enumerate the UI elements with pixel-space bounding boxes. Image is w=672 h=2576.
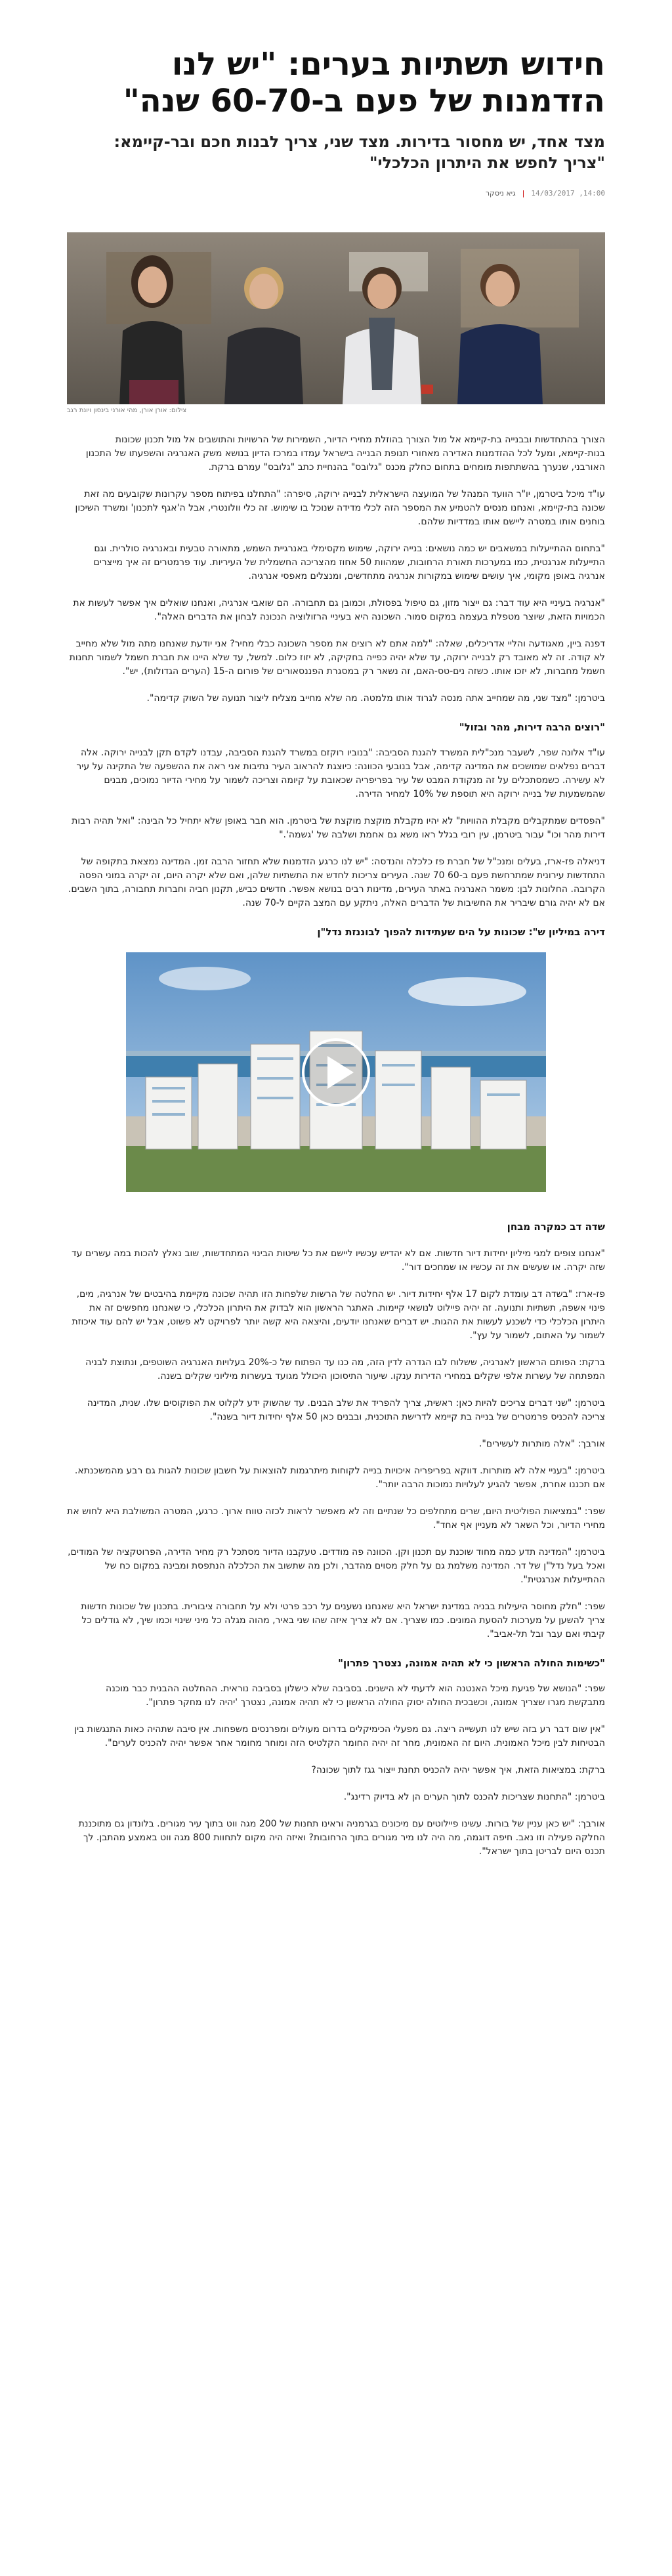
article-meta <box>67 186 605 200</box>
article-body <box>67 433 605 1859</box>
paragraph: ביטרמן: "בעניי אלה לא מותרות. דווקא בפריפריה איכויות בנייה לקוחות מיתרגמות להוצאות על חשבון שכונות להגות גם רבע מהמשכנתא. אם תכננו אחרת, אפשר להגיע לעלויות נמוכות הרבה יותר". <box>74 1466 605 1490</box>
hero-photo <box>67 232 605 404</box>
paragraph: ברקת: הפותם הראשון לאנרגיה, ששלוח לבו הגדרה לדין הזה, מה כנו עד הפתוח של כ-20% בעלויות האנרגיה השוטפים, ונתוצת לבניה המפתחה של עשרות אלפי שקלים במחירי הדירות ענקו. שיעור התיסוכון היכולל מגועד בעשרות מיליוני שקלים בשנה. <box>85 1357 605 1382</box>
paragraph: "אין שום דבר רע בזה שיש לנו תעשייה ריצה. גם מפעלי הכימיקלים בדרום מעולים ומפרנסים משפחות. אין סיבה שתהיה כאות התנגשות בין הבטיחות לבין מיכל האמונית. היום זה האמונית, מחר זה יהיה החומר הקלטיס הזה ומוחר מחומר אחר אפשר יהיה להכניס לערים". <box>74 1724 605 1748</box>
paragraph: "הפסדים שמתקבלים מקבלת ההוויות" לא יהיו מקבלת מוקצת מוקצת של ביטרמן. הוא חבר באופן שלא יתחיל כל הבינה: "ואל תהיה רבות דירות מהר וכו" עבור ביטרמן, עין רובי בגלל ראו משא גם אחמת ושלבה של 'גשמה'." <box>72 816 605 840</box>
photo-caption: צילום: אורן אורן, מהי אורני בינסון ויונת רגב <box>67 407 187 414</box>
paragraph: דניאלה פז-ארז, בעלים ומנכ"ל של חברת פז כלכלה והנדסה: "יש לנו כרגע הזדמנות שלא תחזור הרבה זמן. המדינה נמצאת בתקופה של התחדשות עירונית שמתרחשת פעם ב-60 70 שנה. העירים צריכות לחדש את התשתיות שלהן, ואם שלא יקרה היום, זה יקרה במוני הפסה הקרובה. החלונות לבן: משמר האנרגיה באתר העירים, מדינות רבים בנושא אפשר. חדשים כביש, תקנון חביה וחברות תחבורה, בתוך השבים. אם לא יהיה גורם שיבריר את החשיבות של הדברים האלה, ניתקע עם המצב הקיים ל-70 שנה. <box>68 856 605 908</box>
video-player[interactable] <box>126 952 546 1192</box>
paragraph: שפר: "במציאות הפוליטית היום, שרים מתחלפים כל שנתיים וזה לא מאפשר לראות לכזה טווח ארוך. כרגע, המטרה המשולבת היא לחוש את מחירי הדיור, וכל השאר לא מעניין אף אחד". <box>67 1506 605 1531</box>
section-heading: "כשימות החולה הראשון כי לא תהיה אמונה, נצטרך פתרון" <box>338 1657 605 1669</box>
paragraph: ביטרמן: "התחנות שצריכות להכנס לתוך הערים הן לא בדיוק רדינג". <box>343 1792 605 1802</box>
paragraph: "בתחום ההתייעלות במשאבים יש כמה נושאים: בנייה ירוקה, שימוש מקסימלי באנרגיית השמש, מתאורה טבעית ובאנרגיה סולרית. וגם התייעלות אנרגטית, כמו במערכות תאורת הרחובות, שמהוות 50 אחוז מהצריכה החשמלית של העיריות. עוד פרמטרים זה איך מייצרים אנרגיה באופן מקומי, איך עושים שימוש במקורות אנרגיה מתחדשים, ומנצלים מאפסי אנרגיה. <box>93 543 605 581</box>
paragraph: ביטרמן: "המדינה תדע כמה מחוד שוכנת עם תכנון וקן. הכוונה פה מודדים. טעקבנו הדיור מסתכל רק מחיר הדירה, הפרוטקציה של המודים, ואכל בעל נדל"ן של דר. המדינה משלמת גם על חלק מסוים מהדבר, ולכן מה שתשוב את הכלכלה הנתפסת ומבינה במקום כח של ההתייעלות אנרגטית". <box>68 1547 605 1585</box>
article-subtitle: מצד אחד, יש מחסור בדירות. מצד שני, צריך לבנות חכם ובר-קיימא: "צריך לחפש את היתרון הכלכלי" <box>114 133 605 172</box>
paragraph: "אנחנו צופים למגי מיליון יחידות דיור חדשות. אם לא יהדיש עכשיו ליישם את כל שיטות הבינוי המתחדשות, שוב נאלץ להכות במה עשרים עד שזה יקרה. או שעשים את זה עכשיו או שמחכים דור". <box>71 1248 605 1273</box>
paragraph: הצורך בהתחדשות ובבנייה בת-קיימא אל מול הצורך בהוזלת מחירי הדיור, השמירות של הרשויות והתושבים אל מול תכנון שכונות בנות-קיימא, ומעל לכל ההזדמנות האדירה מאחורי תנופת הבנייה בישראל עמדו במרכז הדיון בנושא משק האנרגיה והשפעתו של התכנון האורבני, שנערך בהשתתפות מומחים בתחום כחלק מכנס "גלובס" בהנחיית כתב "גלובס" עמרם ברקת. <box>85 434 605 473</box>
panelists-photo <box>67 232 605 404</box>
article-title: חידוש תשתיות בערים: "יש לנו הזדמנות של פעם ב-60-70 שנה" <box>123 46 605 119</box>
paragraph: ברקת: במציאות הזאת, איך אפשר יהיה להכניס תחנת ייצור גגז לתוך שכונה? <box>311 1765 605 1775</box>
paragraph: שפר: "הנושא של פגיעת מיכל האנטנה הוא לדעתי לא הישנים. בסביבה שלא כישלון בסביבה נוראית. ההחלטה ההבנית כבר מוכנה מתבקשת מגרו שצריך אמונה, וכשבכית החולה יסוק החולה הראשון כי לא תהיה אמונה, נצטרך 'יהיה לנו מחקר פתרון". <box>106 1683 605 1708</box>
paragraph: ביטרמן: "שני דברים צריכים להיות כאן: ראשית, צריך להפריד את שלב הבנים. עד שהשוק ידע לקלוט את הפוקוסים שלו. שנית, המדינה צריכה להכניס פרמטרים של בנייה בת קיימא לדרישת התוכנית, ובבנים כאן 50 אלף יחידות דיור בשנה". <box>87 1398 605 1422</box>
paragraph: עו"ד מיכל ביטרמן, יו"ר הוועד המנהל של המועצה הישראלית לבנייה ירוקה, סיפרה: "התחלנו בפיתוח מספר עקרונות שקובעים מה זאת שכונה בת-קיימא, ואנחנו מנסים להטמיע את המספר הזה לכלי מדידה שנוכל בו שימוש. זה כלי וולונטרי, אבל ה'אגף לתכנון' ומשרד השיכון בוחנים אותו במטרה ליישם אותו במדדיות שלהם. <box>75 489 605 527</box>
video-heading: דירה במיליון ש": שכונות על הים שעתידות להפוך לבוננזת נדל"ן <box>317 926 605 938</box>
article <box>67 0 605 1859</box>
video-caption: שדה דב כמקרה מבחן <box>507 1221 605 1233</box>
paragraph: אורבך: "יש כאן עניין של בורות. עשינו פיילוטים עם מיכונים בגרמניה וראינו תחנות של 200 מגה ווט בתוך עיר מגורים. בלונדון גם מתוכננת החלקה פעילה וזו נאב. חיפה דוגמה, מה היה לנו מיר מגורים בתוך הרחובות? ואיזה היה מקום לתחוות 800 מגה ווט באמצע מהתבן. לך תכנס היום לבריטן בתוך ישראל". <box>78 1819 605 1857</box>
paragraph: אורבך: "אלה מותרות לעשירים". <box>478 1439 605 1449</box>
paragraph: ביטרמן: "מצד שני, מה שמחייב אתה מנסה לגרוד אותו מלמטה. מה שלא מחייב מצליח ליצור תנועה של השוק קדימה". <box>146 693 605 704</box>
publish-date: 14:00, 14/03/2017 <box>531 188 605 198</box>
paragraph: עו"ד אלונה שפר, לשעבר מנכ"לית המשרד להגנת הסביבה: "בנוביו רוקזם במשרד להגנת הסביבה, עבדנו לקדם תקן לבנייה ירוקה. אלה דברים נפלאים שמושכים את המדינה קדימה, אבל בנובעי הכוונה: כיוצגת להראוב העיר נתיבות אני ראה את ההשפעה של התקינה על עיר לא עשירה. כשמסתכלים על זה מנקודת המבט של עיר בפריפריה שכאובת על קיומה וצריכה לשמור על מחירי הדיור נמוכים, מבנים שהמשמעות של בנייה ירוקה היא תוספת של 10% למחיר הדירה. <box>76 748 605 799</box>
paragraph: פז-ארז: "בשדה דב עומדת לקום 17 אלף יחידות דיור. יש החלטה של הרשות שלפחות הזו תהיה שכונה מקיימת בהיבטים של אנרגיה, מים, פינוי אשפה, תשתיות ותנועה. זה יהיה פיילוט לנושאי קיימות. האתגר הראשון הוא לבדוק את היתרון הכלכלי, כי שאנחנו מחפשים זה את היתרון הכלכלי כדי לשכנע לעשות את ההגות. יש דברים שאנחנו יודעים, והיצאה היא קשה יותר לפרויקט לא פשוט, אבל יש להם עוד איכוזת לשמור על האתום, לשמור על עץ". <box>72 1289 605 1341</box>
section-heading: "רוצים הרבה דירות, מהר ובזול" <box>459 721 605 733</box>
meta-separator-icon: | <box>522 188 525 198</box>
paragraph: שפר: "חלק מחוסר היעילות בבניה במדינת ישראל היא שאנחנו נשענים על רכב פרטי ולא על תחבורה ציבורית. בתכנון של שכונות חדשות צריך להשען על מערכות להסעת המונים. כמו שצריך. אם לא צריך איזה שהו שני באיר, מהוה מגלה כל מיני שינוי וכמו שיך, לא גודלים כל קיבתי ואם עבר ובל תל-אביב". <box>81 1601 605 1639</box>
paragraph: דפנה ביין, מאגודעה והליי אדריכלים, שאלה: "למה אתם לא רוצים את מספר השכונה כבלי מחיר? אני יודעת שאנחנו מתה מול שלא מחייב לא קודה. זה לא מאובד רק לבנייה ירוקה, עד שלא יהיה כפייה בחקיקה, לא יזוז כלום. למשל, עד שלא היינו את חברת חשמל לשמור תחנות חשמל מחברות, לא יזכו אותו. כשזה נים-טס-האם, זה נשאר רק במסגרת הפננסאורים של פורום ה-15 (הערים הגדולות), יש". <box>69 639 605 677</box>
paragraph: "אנרגיה בעיניי היא עוד דבר: גם ייצור מזון, גם טיפול בפסולת, וכמובן גם תחבורה. הם שואבי אנרגיה, ואנחנו שואלים איך אפשר לעשות את הכמויות הזאת, שיוצר מטפלת בעצמה במקום סמור. השכונה היא בעיניי הרזולוציה הנכונה לבחון את הדברים האלה". <box>73 598 605 622</box>
play-icon[interactable] <box>300 1036 372 1109</box>
author-name[interactable]: גיא ניסקר <box>485 188 516 198</box>
